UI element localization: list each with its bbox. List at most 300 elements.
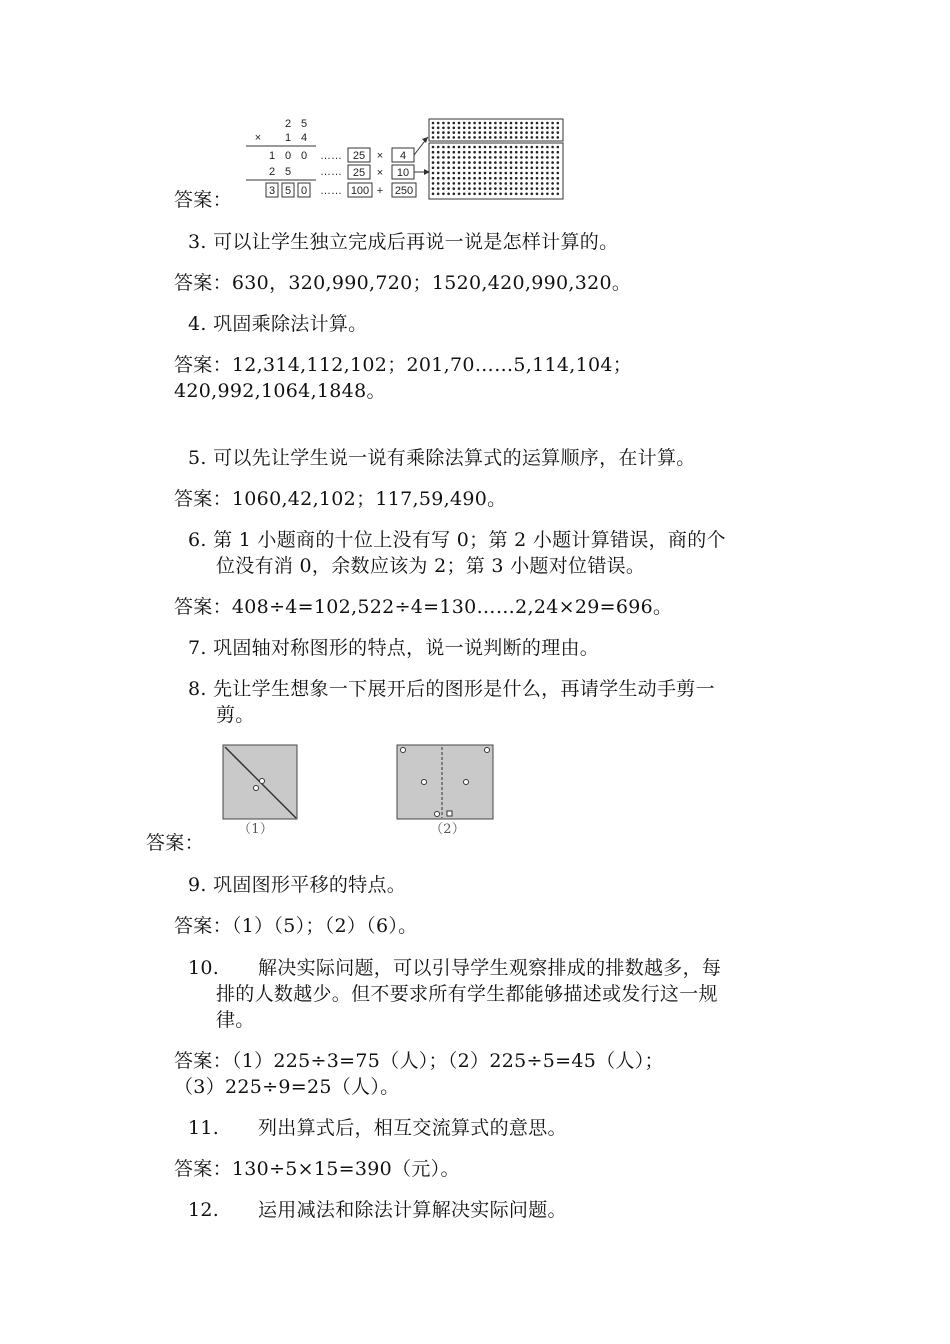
item-10-line-1: 解决实际问题，可以引导学生观察排成的排数越多，每 bbox=[258, 957, 722, 979]
grid-dot bbox=[499, 131, 502, 134]
digit: 0 bbox=[300, 185, 308, 197]
grid-dot bbox=[479, 177, 482, 180]
grid-dot bbox=[525, 156, 528, 159]
grid-dot bbox=[463, 156, 466, 159]
grid-dot bbox=[541, 151, 544, 154]
grid-dot bbox=[494, 182, 497, 185]
grid-dot bbox=[546, 182, 549, 185]
grid-dot bbox=[479, 161, 482, 164]
factor: 25 bbox=[352, 167, 366, 179]
answer-10-line-1: 答案：（1）225÷3=75（人）；（2）225÷5=45（人）； bbox=[174, 1050, 664, 1072]
grid-dot bbox=[489, 146, 492, 149]
grid-dot bbox=[525, 122, 528, 125]
grid-dot bbox=[505, 193, 508, 196]
grid-dot bbox=[458, 156, 461, 159]
grid-dot bbox=[479, 146, 482, 149]
grid-dot bbox=[515, 182, 518, 185]
grid-dot bbox=[546, 187, 549, 190]
digit: 1 bbox=[284, 132, 292, 144]
grid-dot bbox=[520, 151, 523, 154]
grid-dot bbox=[536, 136, 539, 139]
factor: 25 bbox=[352, 150, 366, 162]
grid-dot bbox=[510, 193, 513, 196]
grid-dot bbox=[551, 167, 554, 170]
grid-dot bbox=[473, 156, 476, 159]
grid-dot bbox=[479, 131, 482, 134]
grid-dot bbox=[458, 187, 461, 190]
grid-dot bbox=[505, 151, 508, 154]
grid-dot bbox=[494, 127, 497, 130]
grid-dot bbox=[499, 136, 502, 139]
grid-dot bbox=[541, 136, 544, 139]
grid-dot bbox=[468, 122, 471, 125]
grid-dot bbox=[505, 122, 508, 125]
grid-dot bbox=[520, 146, 523, 149]
grid-dot bbox=[551, 187, 554, 190]
item-8-line-2: 剪。 bbox=[216, 704, 255, 726]
grid-dot bbox=[525, 131, 528, 134]
grid-dot bbox=[551, 146, 554, 149]
grid-dot bbox=[463, 131, 466, 134]
grid-dot bbox=[541, 156, 544, 159]
grid-dot bbox=[510, 127, 513, 130]
grid-dot bbox=[499, 177, 502, 180]
grid-dot bbox=[484, 127, 487, 130]
grid-dot bbox=[442, 122, 445, 125]
grid-dot bbox=[541, 172, 544, 175]
grid-dot bbox=[447, 167, 450, 170]
grid-dot bbox=[515, 167, 518, 170]
grid-dot bbox=[536, 122, 539, 125]
times-sign: × bbox=[376, 167, 384, 179]
grid-dot bbox=[494, 193, 497, 196]
grid-dot bbox=[557, 187, 560, 190]
item-6-line-1: 6. 第 1 小题商的十位上没有写 0；第 2 小题计算错误，商的个 bbox=[188, 529, 726, 551]
grid-dot bbox=[499, 182, 502, 185]
grid-dot bbox=[458, 172, 461, 175]
times-sign: × bbox=[376, 150, 384, 162]
grid-dot bbox=[489, 177, 492, 180]
grid-dot bbox=[525, 182, 528, 185]
grid-dot bbox=[484, 146, 487, 149]
factor: 4 bbox=[399, 150, 407, 162]
factor: 10 bbox=[396, 167, 410, 179]
grid-dot bbox=[458, 182, 461, 185]
answer-label: 答案： bbox=[146, 832, 204, 854]
grid-dot bbox=[484, 182, 487, 185]
grid-dot bbox=[525, 177, 528, 180]
grid-dot bbox=[499, 122, 502, 125]
grid-dot bbox=[531, 131, 534, 134]
grid-dot bbox=[468, 161, 471, 164]
grid-dot bbox=[541, 127, 544, 130]
grid-dot bbox=[442, 146, 445, 149]
grid-dot bbox=[546, 193, 549, 196]
grid-dot bbox=[525, 193, 528, 196]
grid-dot bbox=[447, 127, 450, 130]
grid-dot bbox=[557, 167, 560, 170]
grid-dot bbox=[463, 182, 466, 185]
grid-dot bbox=[551, 151, 554, 154]
grid-dot bbox=[515, 172, 518, 175]
grid-dot bbox=[442, 131, 445, 134]
grid-dot bbox=[515, 146, 518, 149]
grid-dot bbox=[458, 127, 461, 130]
grid-dot bbox=[463, 167, 466, 170]
grid-dot bbox=[541, 193, 544, 196]
grid-dot bbox=[484, 136, 487, 139]
grid-dot bbox=[531, 146, 534, 149]
grid-dot bbox=[541, 146, 544, 149]
grid-dot bbox=[531, 177, 534, 180]
grid-dot bbox=[536, 156, 539, 159]
figure-caption-1: （1） bbox=[238, 822, 274, 837]
grid-dot bbox=[525, 187, 528, 190]
grid-dot bbox=[437, 127, 440, 130]
grid-dot bbox=[437, 172, 440, 175]
grid-dot bbox=[432, 122, 435, 125]
dots: …… bbox=[320, 150, 342, 162]
grid-dot bbox=[551, 182, 554, 185]
grid-dot bbox=[453, 177, 456, 180]
grid-dot bbox=[546, 136, 549, 139]
grid-dot bbox=[510, 167, 513, 170]
grid-dot bbox=[557, 193, 560, 196]
grid-dot bbox=[484, 177, 487, 180]
grid-dot bbox=[463, 127, 466, 130]
grid-dot bbox=[494, 151, 497, 154]
digit: 4 bbox=[300, 132, 308, 144]
grid-dot bbox=[442, 151, 445, 154]
grid-dot bbox=[510, 177, 513, 180]
grid-dot bbox=[468, 136, 471, 139]
grid-dot bbox=[442, 182, 445, 185]
grid-dot bbox=[458, 136, 461, 139]
grid-dot bbox=[531, 127, 534, 130]
grid-dot bbox=[551, 156, 554, 159]
grid-dot bbox=[546, 127, 549, 130]
grid-dot bbox=[453, 127, 456, 130]
grid-dot bbox=[536, 167, 539, 170]
grid-dot bbox=[525, 136, 528, 139]
grid-dot bbox=[489, 156, 492, 159]
grid-dot bbox=[515, 156, 518, 159]
dots: …… bbox=[320, 185, 342, 197]
grid-dot bbox=[505, 161, 508, 164]
grid-dot bbox=[484, 161, 487, 164]
grid-dot bbox=[510, 151, 513, 154]
plus-sign: + bbox=[376, 185, 384, 197]
grid-dot bbox=[531, 182, 534, 185]
grid-dot bbox=[437, 131, 440, 134]
grid-dot bbox=[536, 127, 539, 130]
item-4: 4. 巩固乘除法计算。 bbox=[188, 313, 368, 335]
grid-dot bbox=[541, 122, 544, 125]
grid-dot bbox=[525, 161, 528, 164]
grid-dot bbox=[557, 146, 560, 149]
grid-dot bbox=[479, 187, 482, 190]
grid-dot bbox=[541, 161, 544, 164]
digit: 5 bbox=[300, 118, 308, 130]
grid-dot bbox=[494, 161, 497, 164]
grid-dot bbox=[494, 187, 497, 190]
grid-dot bbox=[432, 127, 435, 130]
grid-dot bbox=[473, 177, 476, 180]
grid-dot bbox=[551, 177, 554, 180]
grid-dot bbox=[541, 167, 544, 170]
grid-dot bbox=[520, 122, 523, 125]
grid-dot bbox=[557, 136, 560, 139]
grid-dot bbox=[515, 177, 518, 180]
grid-dot bbox=[494, 156, 497, 159]
grid-dot bbox=[531, 172, 534, 175]
answer-4-line-2: 420,992,1064,1848。 bbox=[174, 380, 386, 402]
grid-dot bbox=[557, 122, 560, 125]
grid-dot bbox=[468, 182, 471, 185]
grid-dot bbox=[520, 177, 523, 180]
grid-dot bbox=[453, 131, 456, 134]
answer-label: 答案： bbox=[174, 189, 232, 211]
grid-dot bbox=[510, 172, 513, 175]
grid-dot bbox=[432, 161, 435, 164]
grid-dot bbox=[447, 187, 450, 190]
grid-dot bbox=[447, 146, 450, 149]
grid-dot bbox=[515, 151, 518, 154]
grid-dot bbox=[557, 156, 560, 159]
grid-dot bbox=[499, 127, 502, 130]
grid-dot bbox=[551, 127, 554, 130]
grid-dot bbox=[557, 161, 560, 164]
grid-dot bbox=[489, 161, 492, 164]
grid-dot bbox=[557, 182, 560, 185]
grid-dot bbox=[489, 131, 492, 134]
grid-dot bbox=[520, 156, 523, 159]
grid-dot bbox=[442, 136, 445, 139]
grid-dot bbox=[484, 131, 487, 134]
grid-dot bbox=[463, 177, 466, 180]
grid-dot bbox=[442, 172, 445, 175]
digit: 2 bbox=[284, 118, 292, 130]
grid-dot bbox=[468, 151, 471, 154]
grid-dot bbox=[437, 167, 440, 170]
grid-dot bbox=[447, 172, 450, 175]
item-7: 7. 巩固轴对称图形的特点，说一说判断的理由。 bbox=[188, 637, 600, 659]
grid-dot bbox=[442, 161, 445, 164]
grid-dot bbox=[453, 193, 456, 196]
grid-dot bbox=[546, 151, 549, 154]
grid-dot bbox=[463, 122, 466, 125]
grid-dot bbox=[505, 167, 508, 170]
grid-dot bbox=[432, 182, 435, 185]
item-9: 9. 巩固图形平移的特点。 bbox=[188, 874, 407, 896]
grid-dot bbox=[531, 161, 534, 164]
grid-dot bbox=[510, 182, 513, 185]
grid-dot bbox=[463, 146, 466, 149]
grid-dot bbox=[453, 167, 456, 170]
grid-dot bbox=[447, 177, 450, 180]
grid-dot bbox=[447, 122, 450, 125]
grid-dot bbox=[505, 136, 508, 139]
grid-dot bbox=[520, 193, 523, 196]
grid-dot bbox=[515, 122, 518, 125]
grid-dot bbox=[531, 193, 534, 196]
grid-dot bbox=[484, 122, 487, 125]
grid-dot bbox=[531, 187, 534, 190]
item-10-number: 10. bbox=[188, 957, 220, 979]
grid-dot bbox=[432, 136, 435, 139]
multiplication-figure bbox=[240, 115, 570, 201]
grid-dot bbox=[499, 156, 502, 159]
grid-dot bbox=[484, 193, 487, 196]
item-5: 5. 可以先让学生说一说有乘除法算式的运算顺序，在计算。 bbox=[188, 447, 696, 469]
grid-dot bbox=[432, 151, 435, 154]
grid-dot bbox=[499, 167, 502, 170]
grid-dot bbox=[432, 167, 435, 170]
dots: …… bbox=[320, 166, 342, 178]
grid-dot bbox=[442, 187, 445, 190]
grid-dot bbox=[447, 156, 450, 159]
grid-dot bbox=[499, 151, 502, 154]
grid-dot bbox=[447, 193, 450, 196]
grid-dot bbox=[473, 193, 476, 196]
grid-dot bbox=[557, 127, 560, 130]
grid-dot bbox=[453, 187, 456, 190]
grid-dot bbox=[473, 122, 476, 125]
grid-dot bbox=[437, 187, 440, 190]
grid-dot bbox=[468, 127, 471, 130]
grid-dot bbox=[546, 172, 549, 175]
partial-product: 250 bbox=[394, 185, 414, 197]
grid-dot bbox=[494, 177, 497, 180]
grid-dot bbox=[437, 177, 440, 180]
grid-dot bbox=[551, 131, 554, 134]
grid-dot bbox=[520, 167, 523, 170]
grid-dot bbox=[484, 172, 487, 175]
grid-dot bbox=[479, 127, 482, 130]
grid-dot bbox=[468, 193, 471, 196]
item-11: 列出算式后，相互交流算式的意思。 bbox=[258, 1117, 567, 1139]
grid-dot bbox=[437, 156, 440, 159]
grid-dot bbox=[442, 177, 445, 180]
grid-dot bbox=[494, 146, 497, 149]
grid-dot bbox=[432, 172, 435, 175]
grid-dot bbox=[505, 146, 508, 149]
grid-dot bbox=[520, 161, 523, 164]
grid-dot bbox=[551, 172, 554, 175]
grid-dot bbox=[463, 193, 466, 196]
grid-dot bbox=[541, 182, 544, 185]
grid-dot bbox=[557, 131, 560, 134]
grid-dot bbox=[463, 136, 466, 139]
grid-dot bbox=[432, 131, 435, 134]
digit: 1 bbox=[268, 150, 276, 162]
item-6-line-2: 位没有消 0，余数应该为 2；第 3 小题对位错误。 bbox=[216, 555, 646, 577]
grid-dot bbox=[510, 161, 513, 164]
grid-dot bbox=[453, 146, 456, 149]
grid-dot bbox=[432, 146, 435, 149]
answer-10-line-2: （3）225÷9=25（人）。 bbox=[174, 1076, 400, 1098]
digit: 0 bbox=[300, 150, 308, 162]
answer-4-line-1: 答案：12,314,112,102；201,70……5,114,104； bbox=[174, 354, 633, 376]
grid-dot bbox=[473, 161, 476, 164]
grid-dot bbox=[458, 146, 461, 149]
grid-dot bbox=[479, 172, 482, 175]
answer-9: 答案：（1）（5）；（2）（6）。 bbox=[174, 915, 418, 937]
item-10-line-2: 排的人数越少。但不要求所有学生都能够描述或发行这一规 bbox=[216, 983, 718, 1005]
grid-dot bbox=[473, 146, 476, 149]
grid-dot bbox=[525, 146, 528, 149]
grid-dot bbox=[546, 177, 549, 180]
digit: 2 bbox=[268, 166, 276, 178]
grid-dot bbox=[505, 182, 508, 185]
grid-dot bbox=[468, 156, 471, 159]
grid-dot bbox=[536, 146, 539, 149]
digit: 5 bbox=[284, 185, 292, 197]
grid-dot bbox=[479, 156, 482, 159]
grid-dot bbox=[479, 151, 482, 154]
grid-dot bbox=[479, 193, 482, 196]
grid-dot bbox=[505, 131, 508, 134]
grid-dot bbox=[531, 167, 534, 170]
grid-dot bbox=[510, 146, 513, 149]
grid-dot bbox=[515, 131, 518, 134]
grid-dot bbox=[551, 122, 554, 125]
grid-dot bbox=[468, 172, 471, 175]
grid-dot bbox=[453, 172, 456, 175]
grid-dot bbox=[510, 122, 513, 125]
grid-dot bbox=[546, 161, 549, 164]
grid-dot bbox=[432, 156, 435, 159]
grid-dot bbox=[536, 177, 539, 180]
figure-caption-2: （2） bbox=[430, 822, 466, 837]
grid-dot bbox=[489, 182, 492, 185]
grid-dot bbox=[437, 151, 440, 154]
grid-dot bbox=[437, 182, 440, 185]
answer-11: 答案：130÷5×15=390（元）。 bbox=[174, 1158, 460, 1180]
grid-dot bbox=[510, 156, 513, 159]
grid-dot bbox=[473, 131, 476, 134]
grid-dot bbox=[505, 127, 508, 130]
grid-dot bbox=[520, 182, 523, 185]
grid-dot bbox=[531, 122, 534, 125]
grid-dot bbox=[536, 151, 539, 154]
grid-dot bbox=[525, 127, 528, 130]
grid-dot bbox=[437, 122, 440, 125]
grid-dot bbox=[541, 131, 544, 134]
grid-dot bbox=[515, 187, 518, 190]
grid-dot bbox=[453, 122, 456, 125]
grid-dot bbox=[499, 187, 502, 190]
grid-dot bbox=[536, 187, 539, 190]
grid-dot bbox=[505, 177, 508, 180]
grid-dot bbox=[546, 167, 549, 170]
grid-dot bbox=[463, 187, 466, 190]
grid-dot bbox=[536, 161, 539, 164]
grid-dot bbox=[525, 172, 528, 175]
grid-dot bbox=[505, 156, 508, 159]
grid-dot bbox=[484, 167, 487, 170]
grid-dot bbox=[468, 177, 471, 180]
grid-dot bbox=[484, 156, 487, 159]
digit: 3 bbox=[268, 185, 276, 197]
grid-dot bbox=[515, 161, 518, 164]
grid-dot bbox=[447, 161, 450, 164]
grid-dot bbox=[437, 161, 440, 164]
grid-dot bbox=[473, 127, 476, 130]
grid-dot bbox=[551, 193, 554, 196]
grid-dot bbox=[442, 156, 445, 159]
grid-dot bbox=[473, 167, 476, 170]
